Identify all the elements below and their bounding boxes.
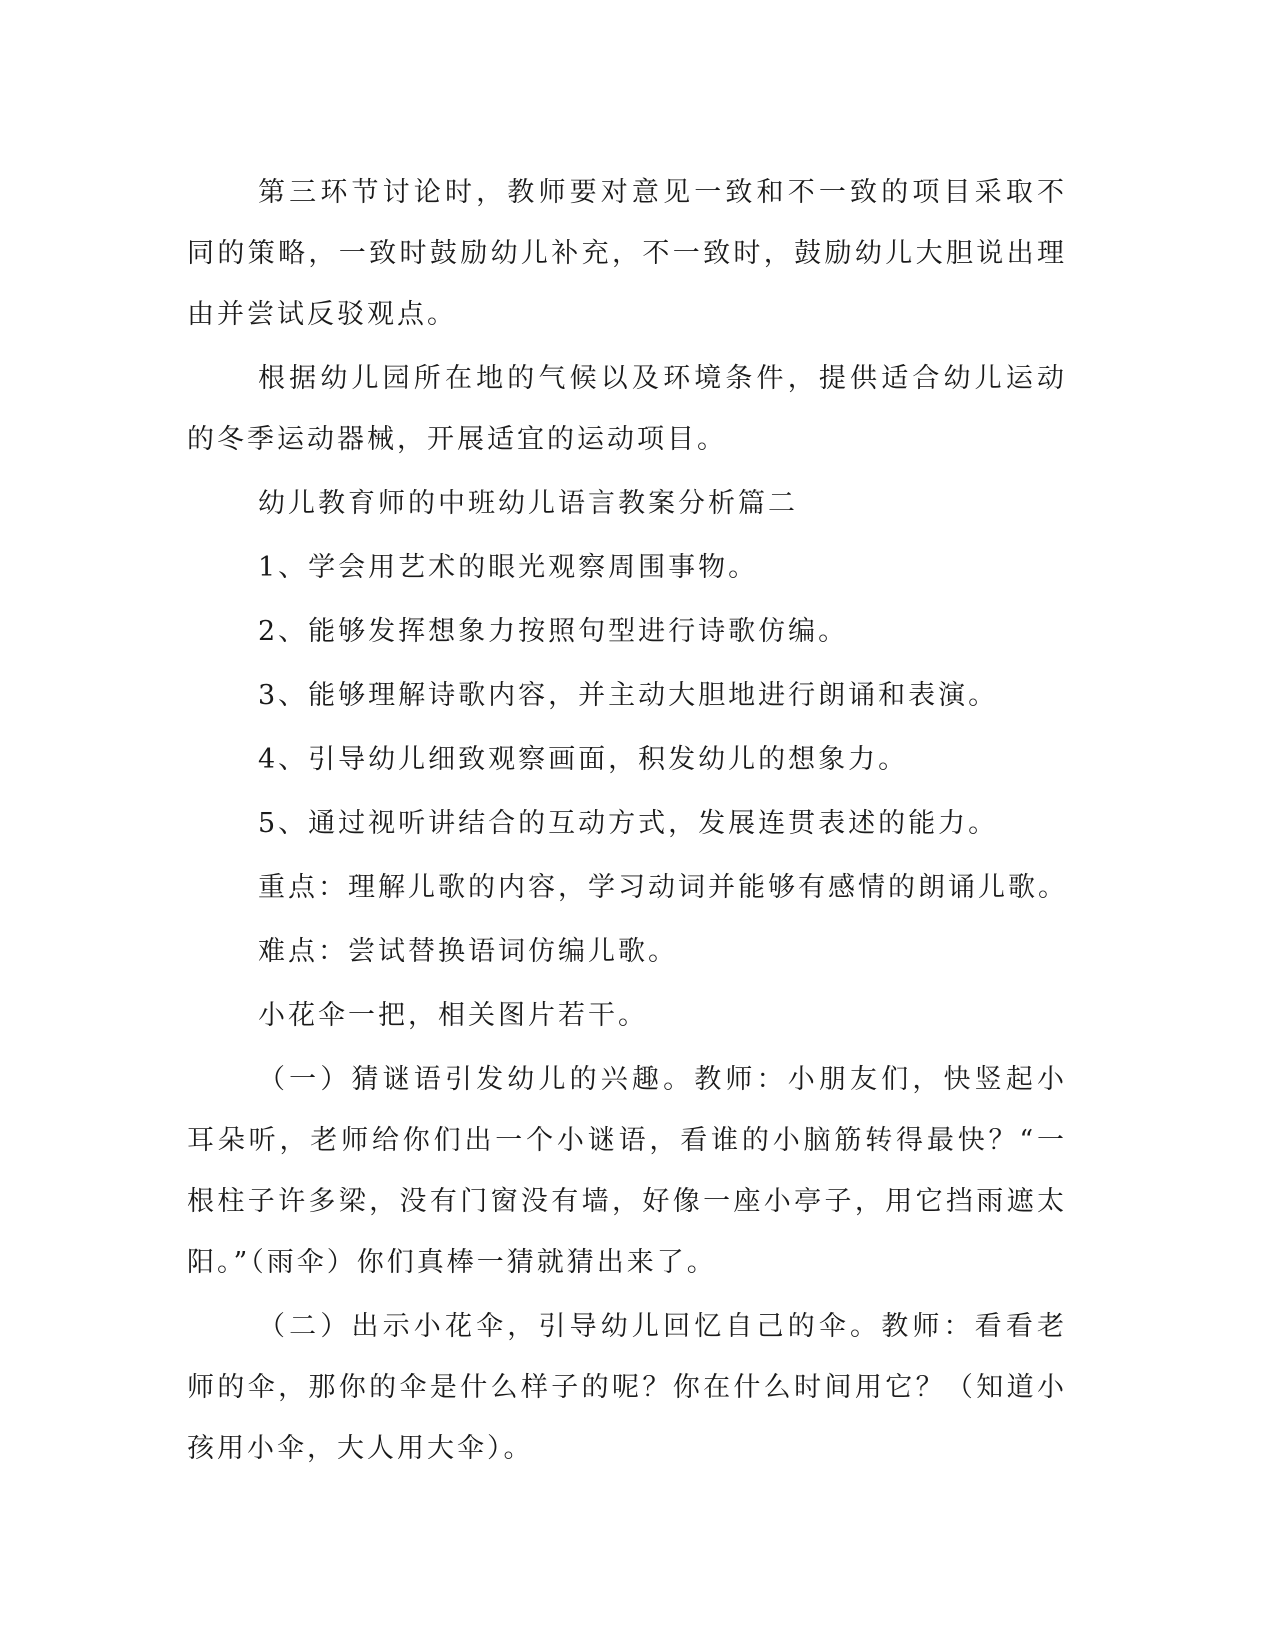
process-step-1: （一）猜谜语引发幼儿的兴趣。教师：小朋友们，快竖起小耳朵听，老师给你们出一个小谜语，看谁的小脑筋转得最快？“一根柱子许多梁，没有门窗没有墙，好像一座小亭子，用它挡雨遮太阳。”（雨伞）你们真棒一猜就猜出来了。 xyxy=(187,1064,1067,1278)
document-body xyxy=(187,162,1067,1482)
key-point: 重点：理解儿歌的内容，学习动词并能够有感情的朗诵儿歌。 xyxy=(258,872,1068,903)
materials-prep: 小花伞一把，相关图片若干。 xyxy=(258,1000,648,1031)
goal-item-5: 5、通过视听讲结合的互动方式，发展连贯表述的能力。 xyxy=(258,808,999,839)
process-step-2: （二）出示小花伞，引导幼儿回忆自己的伞。教师：看看老师的伞，那你的伞是什么样子的呢？你在什么时间用它？（知道小孩用小伞，大人用大伞）。 xyxy=(187,1311,1067,1464)
goal-item-2: 2、能够发挥想象力按照句型进行诗歌仿编。 xyxy=(258,616,849,647)
goal-item-1: 1、学会用艺术的眼光观察周围事物。 xyxy=(258,552,759,583)
section-title: 幼儿教育师的中班幼儿语言教案分析篇二 xyxy=(258,488,798,519)
paragraph-winter-equipment: 根据幼儿园所在地的气候以及环境条件，提供适合幼儿运动的冬季运动器械，开展适宜的运动项目。 xyxy=(187,363,1067,455)
paragraph-discussion-strategy: 第三环节讨论时，教师要对意见一致和不一致的项目采取不同的策略，一致时鼓励幼儿补充，不一致时，鼓励幼儿大胆说出理由并尝试反驳观点。 xyxy=(187,177,1067,330)
goal-item-3: 3、能够理解诗歌内容，并主动大胆地进行朗诵和表演。 xyxy=(258,680,999,711)
goal-item-4: 4、引导幼儿细致观察画面，积发幼儿的想象力。 xyxy=(258,744,909,775)
difficulty-point: 难点：尝试替换语词仿编儿歌。 xyxy=(258,936,678,967)
